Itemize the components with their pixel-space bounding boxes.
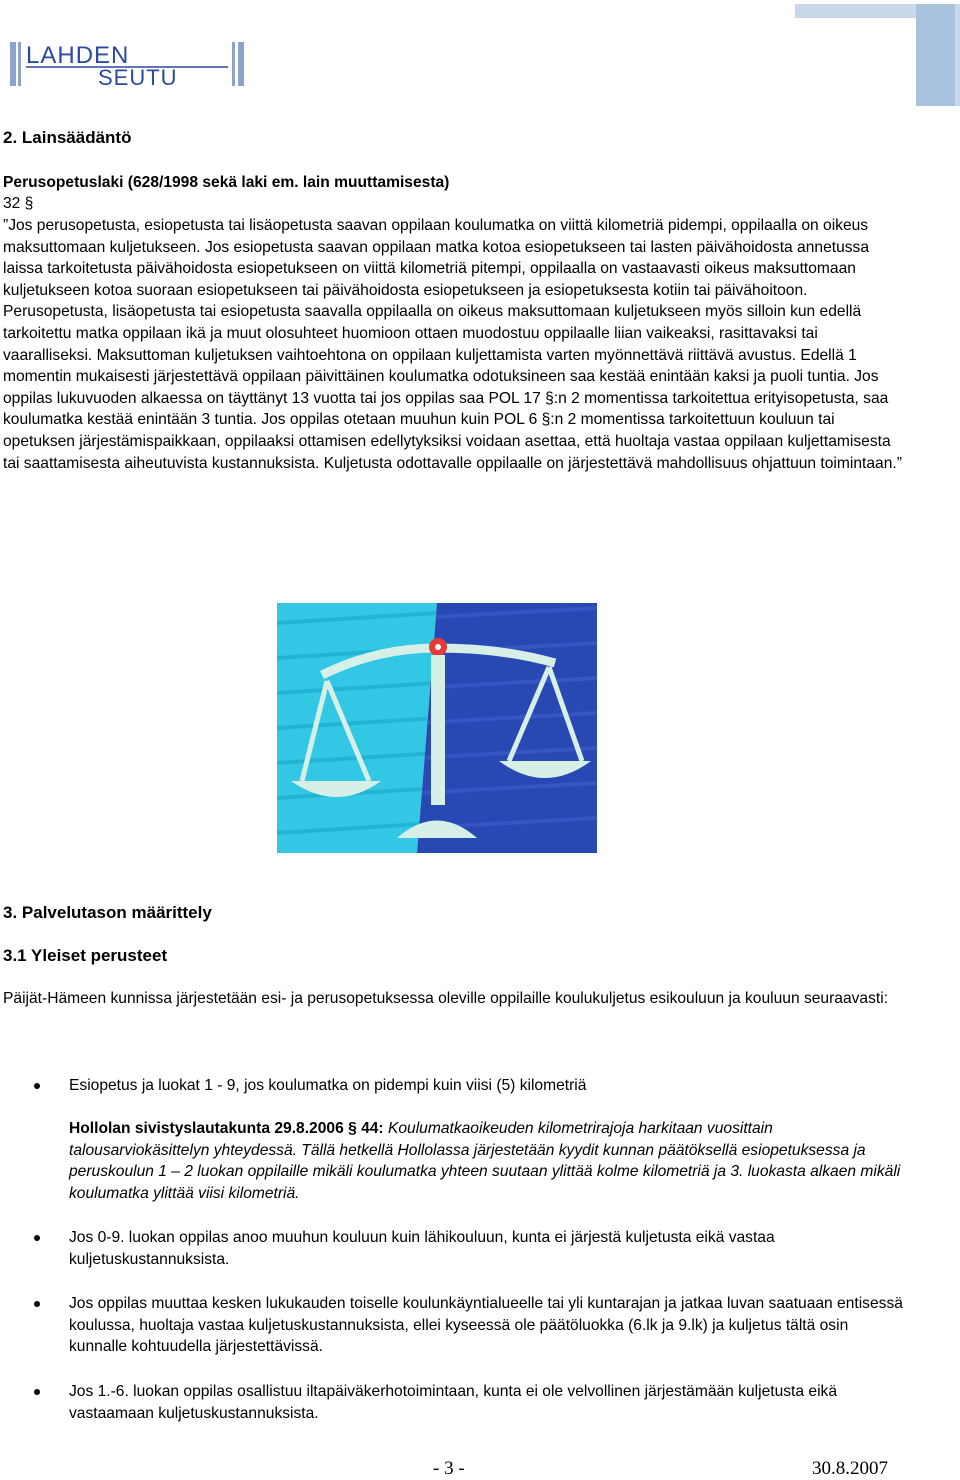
hollola-decision-note bbox=[69, 1118, 909, 1204]
section-3-1-heading: 3.1 Yleiset perusteet bbox=[3, 946, 168, 965]
lahden-seutu-logo bbox=[10, 40, 245, 88]
section-2-heading: 2. Lainsäädäntö bbox=[3, 128, 132, 147]
intro-paragraph: Päijät-Hämeen kunnissa järjestetään esi- ja perusopetuksessa oleville oppilaille koulukuljetus esikouluun ja kouluun seuraavasti: bbox=[3, 990, 889, 1007]
logo-line1: LAHDEN bbox=[26, 42, 130, 69]
bullet-marker bbox=[34, 1083, 40, 1089]
section-reference: 32 § bbox=[3, 195, 34, 212]
scales-of-justice-image bbox=[277, 603, 597, 853]
page-number: - 3 - bbox=[433, 1458, 465, 1479]
logo-line2: SEUTU bbox=[98, 65, 178, 88]
law-title: Perusopetuslaki (628/1998 sekä laki em. lain muuttamisesta) bbox=[3, 174, 450, 191]
bullet-marker bbox=[34, 1389, 40, 1395]
decision-reference: Hollolan sivistyslautakunta 29.8.2006 § 44: bbox=[69, 1120, 384, 1137]
law-quote-paragraph: ”Jos perusopetusta, esiopetusta tai lisäopetusta saavan oppilaan koulumatka on viittä kilometriä pidempi, oppilaalla on oikeus maksuttomaan kuljetukseen. Jos esiopetusta saavan oppilaan matka kotoa esiopetukseen tai lasten päivähoidosta annetussa laissa tarkoitetusta päivähoidosta esiopetukseen on viittä kilometriä pitempi, oppilaalla on vastaavasti oikeus maksuttomaan kuljetukseen kotoa suoraan esiopetukseen tai päivähoidosta esiopetukseen ja esiopetuksesta kotiin tai päivähoitoon. Perusopetusta, lisäopetusta tai esiopetusta saavalla oppilaalla on oikeus maksuttomaan kuljetukseen myös silloin kun edellä tarkoitettu matka oppilaan ikä ja muut olosuhteet huomioon ottaen muodostuu oppilaalle liian vaikeaksi, rasittavaksi tai vaaralliseksi. Maksuttoman kuljetuksen vaihtoehtona on oppilaan kuljettamista varten myönnettävä riittävä avustus. Edellä 1 momentin mukaisesti järjestettävä oppilaan päivittäinen koulumatka odotuksineen saa kestää enintään kaksi ja puoli tuntia. Jos oppilas lukuvuoden alkaessa on täyttänyt 13 vuotta tai jos oppilas saa POL 17 §:n 2 momentissa tarkoitettua erityisopetusta, saa koulumatka kestää enintään 3 tuntia. Jos oppilas otetaan muuhun kuin POL 6 §:n 2 momentissa tarkoitettuun kouluun tai opetuksen järjestämispaikkaan, oppilaaksi ottamisen edellytyksiksi voidaan asettaa, että huoltaja vastaa oppilaan kuljettamisesta tai saattamisesta aiheutuvista kustannuksista. Kuljetusta odottavalle oppilaalle on järjestettävä mahdollisuus ohjattuun toimintaan.” bbox=[3, 217, 902, 472]
bullet-marker bbox=[34, 1235, 40, 1241]
bullet-marker bbox=[34, 1301, 40, 1307]
list-item: Jos oppilas muuttaa kesken lukukauden toiselle koulunkäyntialueelle tai yli kuntarajan ja jatkaa luvan saatuaan entisessä koulussa, huoltaja vastaa kuljetuskustannuksista, ellei kyseessä ole päätöluokka (6.lk ja 9.lk) ja kuljetus tältä osin kunnalle kohtuudella järjestettävissä. bbox=[69, 1295, 903, 1356]
list-item: Jos 1.-6. luokan oppilas osallistuu iltapäiväkerhotoimintaan, kunta ei ole velvollinen järjestämään kuljetusta eikä vastaamaan kuljetuskustannuksista. bbox=[69, 1383, 837, 1422]
decision-text: Koulumatkaoikeuden kilometrirajoja harkitaan vuosittain talousarviokäsittelyn yhteydessä. Tällä hetkellä Hollolassa järjestetään kyydit kunnan päätöksellä esiopetuksessa ja peruskoulun 1 – 2 luokan oppilaille mikäli koulumatka yhteen suutaan ylittää kolme kilometriä ja 3. luokasta alkaen mikäli koulumatka ylittää viisi kilometriä. bbox=[69, 1120, 901, 1202]
section-3-heading: 3. Palvelutason määrittely bbox=[3, 903, 212, 922]
footer-date: 30.8.2007 bbox=[812, 1458, 888, 1479]
list-item: Jos 0-9. luokan oppilas anoo muuhun kouluun kuin lähikouluun, kunta ei järjestä kuljetusta eikä vastaa kuljetuskustannuksista. bbox=[69, 1229, 775, 1268]
corner-decoration bbox=[795, 4, 960, 106]
list-item: Esiopetus ja luokat 1 - 9, jos koulumatka on pidempi kuin viisi (5) kilometriä bbox=[69, 1077, 587, 1094]
